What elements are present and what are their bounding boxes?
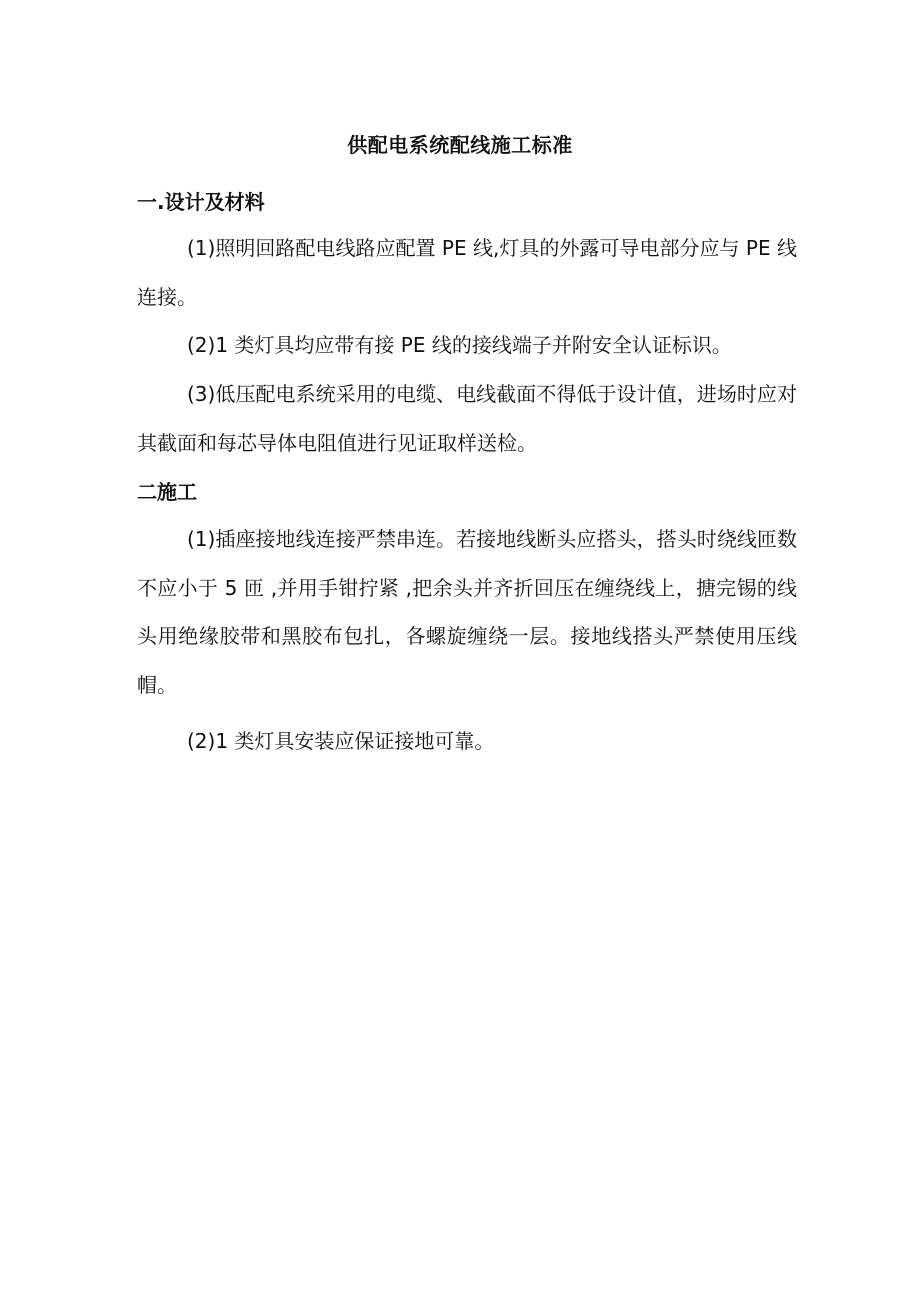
paragraph-design-3: (3)低压配电系统采用的电缆、电线截面不得低于设计值，进场时应对其截面和每芯导体电阻值进行见证取样送检。: [137, 382, 797, 455]
section-heading-design-materials: 一.设计及材料: [137, 190, 265, 214]
section-heading-construction: 二施工: [137, 480, 197, 504]
paragraph-design-1: (1)照明回路配电线路应配置 PE 线,灯具的外露可导电部分应与 PE 线连接。: [137, 236, 797, 309]
document-title: 供配电系统配线施工标准: [347, 133, 573, 157]
paragraph-construction-2: (2)1 类灯具安装应保证接地可靠。: [187, 729, 495, 753]
paragraph-design-2: (2)1 类灯具均应带有接 PE 线的接线端子并附安全认证标识。: [187, 333, 732, 357]
paragraph-construction-1: (1)插座接地线连接严禁串连。若接地线断头应搭头，搭头时绕线匝数不应小于 5 匝 ,并用手钳拧紧 ,把余头并齐折回压在缠绕线上，搪完锡的线头用绝缘胶带和黑胶布包扎，各螺旋缠绕一层。接地线搭头严禁使用压线帽。: [137, 527, 797, 697]
